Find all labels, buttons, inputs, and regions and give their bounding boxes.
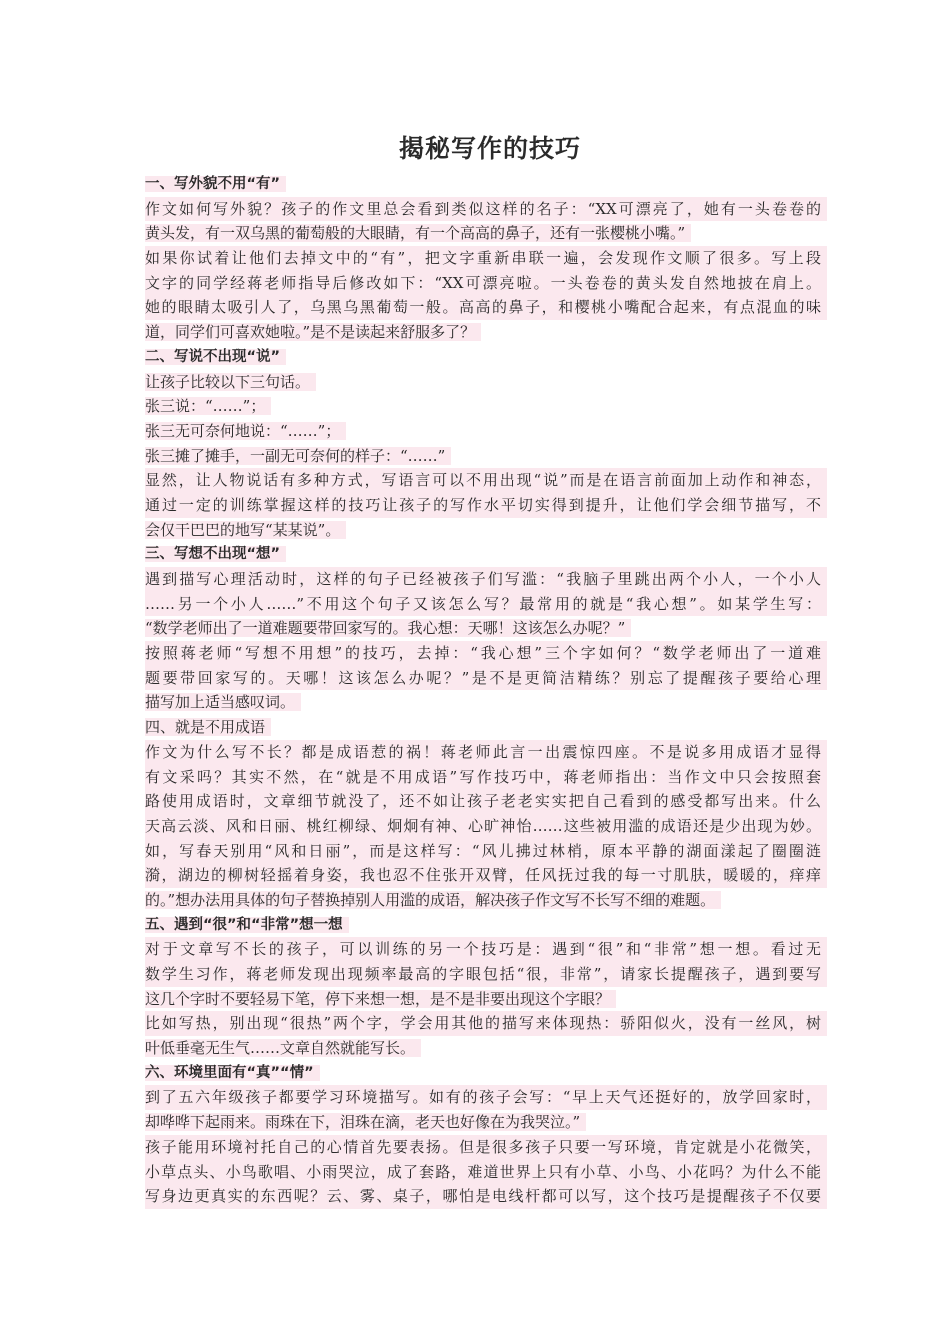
section-heading	[145, 172, 827, 197]
line-text: 按照蒋老师“写想不用想”的技巧，去掉：“我心想”三个字如何？“数学老师出了一道难	[145, 641, 827, 666]
line-text: 的。”想办法用具体的句子替换掉别人用滥的成语，解决孩子作文写不长写不细的难题。	[145, 891, 721, 909]
paragraph-line	[145, 320, 827, 345]
line-text: “数学老师出了一道难题要带回家写的。我心想：天哪！这该怎么办呢？”	[145, 619, 631, 637]
line-text: 一、写外貌不用“有”	[145, 176, 286, 192]
paragraph-line	[145, 666, 827, 691]
line-text: 黄头发，有一双乌黑的葡萄般的大眼睛，有一个高高的鼻子，还有一张樱桃小嘴。”	[145, 224, 691, 242]
line-text: 作文如何写外貌？孩子的作文里总会看到类似这样的名子：“XX可漂亮了，她有一头卷卷的	[145, 197, 827, 222]
line-text: 张三说：“……”；	[145, 397, 271, 415]
line-text: 这几个字时不要轻易下笔，停下来想一想，是不是非要出现这个字眼？	[145, 990, 616, 1008]
paragraph-line	[145, 370, 827, 395]
line-text: 通过一定的训练掌握这样的技巧让孩子的写作水平切实得到提升，让他们学会细节描写，不	[145, 493, 827, 518]
line-text: 道，同学们可喜欢她啦。”是不是读起来舒服多了？	[145, 323, 481, 341]
paragraph-line	[145, 271, 827, 296]
paragraph-line	[145, 888, 827, 913]
line-text: 张三无可奈何地说：“……”；	[145, 422, 346, 440]
line-text: 写身边更真实的东西呢？云、雾、桌子，哪怕是电线杆都可以写，这个技巧是提醒孩子不仅要	[145, 1184, 827, 1209]
line-text: 二、写说不出现“说”	[145, 349, 286, 365]
line-text: 到了五六年级孩子都要学习环境描写。如有的孩子会写：“早上天气还挺好的，放学回家时，	[145, 1085, 827, 1110]
paragraph-line	[145, 419, 827, 444]
line-text: 四、就是不用成语	[145, 718, 271, 736]
line-text: 孩子能用环境衬托自己的心情首先要表扬。但是很多孩子只要一写环境，肯定就是小花微笑，	[145, 1135, 827, 1160]
line-text: 她的眼睛太吸引人了，乌黑乌黑葡萄一般。高高的鼻子，和樱桃小嘴配合起来，有点混血的味	[145, 295, 827, 320]
line-text: 比如写热，别出现“很热”两个字，学会用其他的描写来体现热：骄阳似火，没有一丝风，树	[145, 1011, 827, 1036]
paragraph-line	[145, 197, 827, 222]
document-page	[145, 128, 827, 1209]
line-text: 作文为什么写不长？都是成语惹的祸！蒋老师此言一出震惊四座。不是说多用成语才显得	[145, 740, 827, 765]
line-text: 如果你试着让他们去掉文中的“有”，把文字重新串联一遍，会发现作文顺了很多。写上段	[145, 246, 827, 271]
section-heading	[145, 542, 827, 567]
paragraph-line	[145, 493, 827, 518]
paragraph-line	[145, 221, 827, 246]
paragraph-line	[145, 641, 827, 666]
line-text: 小草点头、小鸟歌唱、小雨哭泣，成了套路，难道世界上只有小草、小鸟、小花吗？为什么不能	[145, 1160, 827, 1185]
line-text: 让孩子比较以下三句话。	[145, 373, 316, 391]
document-body	[145, 172, 827, 1209]
paragraph-line	[145, 1036, 827, 1061]
paragraph-line	[145, 715, 827, 740]
line-text: 三、写想不出现“想”	[145, 546, 286, 562]
document-title: 揭秘写作的技巧	[398, 134, 581, 163]
paragraph-line	[145, 1135, 827, 1160]
paragraph-line	[145, 1085, 827, 1110]
line-text: 遇到描写心理活动时，这样的句子已经被孩子们写滥：“我脑子里跳出两个小人，一个小人	[145, 567, 827, 592]
paragraph-line	[145, 740, 827, 765]
line-text: 文字的同学经蒋老师指导后修改如下：“XX可漂亮啦。一头卷卷的黄头发自然地披在肩上。	[145, 271, 827, 296]
line-text: 描写加上适当感叹词。	[145, 693, 301, 711]
paragraph-line	[145, 962, 827, 987]
paragraph-line	[145, 987, 827, 1012]
paragraph-line	[145, 592, 827, 617]
paragraph-line	[145, 567, 827, 592]
line-text: ……另一个小人……”不用这个句子又该怎么写？最常用的就是“我心想”。如某学生写：	[145, 592, 827, 617]
line-text: 对于文章写不长的孩子，可以训练的另一个技巧是：遇到“很”和“非常”想一想。看过无	[145, 937, 827, 962]
paragraph-line	[145, 863, 827, 888]
paragraph-line	[145, 394, 827, 419]
paragraph-line	[145, 518, 827, 543]
paragraph-line	[145, 937, 827, 962]
line-text: 六、环境里面有“真”“情”	[145, 1065, 320, 1081]
paragraph-line	[145, 468, 827, 493]
paragraph-line	[145, 246, 827, 271]
paragraph-line	[145, 1184, 827, 1209]
line-text: 却哗哗下起雨来。雨珠在下，泪珠在滴，老天也好像在为我哭泣。”	[145, 1113, 586, 1131]
line-text: 题要带回家写的。天哪！这该怎么办呢？”是不是更简洁精练？别忘了提醒孩子要给心理	[145, 666, 827, 691]
line-text: 叶低垂毫无生气……文章自然就能写长。	[145, 1039, 421, 1057]
paragraph-line	[145, 1110, 827, 1135]
line-text: 会仅干巴巴的地写“某某说”。	[145, 521, 346, 539]
line-text: 有文采吗？其实不然，在“就是不用成语”写作技巧中，蒋老师指出：当作文中只会按照套	[145, 765, 827, 790]
paragraph-line	[145, 789, 827, 814]
line-text: 天高云淡、风和日丽、桃红柳绿、炯炯有神、心旷神怡……这些被用滥的成语还是少出现为妙。	[145, 814, 827, 839]
paragraph-line	[145, 295, 827, 320]
line-text: 五、遇到“很”和“非常”想一想	[145, 917, 349, 933]
paragraph-line	[145, 1011, 827, 1036]
section-heading	[145, 345, 827, 370]
line-text: 张三摊了摊手，一副无可奈何的样子：“……”	[145, 447, 451, 465]
paragraph-line	[145, 444, 827, 469]
line-text: 路使用成语时，文章细节就没了，还不如让孩子老老实实把自己看到的感受都写出来。什么	[145, 789, 827, 814]
paragraph-line	[145, 765, 827, 790]
paragraph-line	[145, 839, 827, 864]
paragraph-line	[145, 814, 827, 839]
line-text: 漪，湖边的柳树轻摇着身姿，我也忍不住张开双臂，任风抚过我的每一寸肌肤，暖暖的，痒痒	[145, 863, 827, 888]
paragraph-line	[145, 690, 827, 715]
line-text: 如，写春天别用“风和日丽”，而是这样写：“风儿拂过林梢，原本平静的湖面漾起了圈圈涟	[145, 839, 827, 864]
paragraph-line	[145, 1160, 827, 1185]
line-text: 数学生习作，蒋老师发现出现频率最高的字眼包括“很，非常”，请家长提醒孩子，遇到要写	[145, 962, 827, 987]
section-heading	[145, 913, 827, 938]
line-text: 显然，让人物说话有多种方式，写语言可以不用出现“说”而是在语言前面加上动作和神态，	[145, 468, 827, 493]
paragraph-line	[145, 616, 827, 641]
section-heading	[145, 1061, 827, 1086]
